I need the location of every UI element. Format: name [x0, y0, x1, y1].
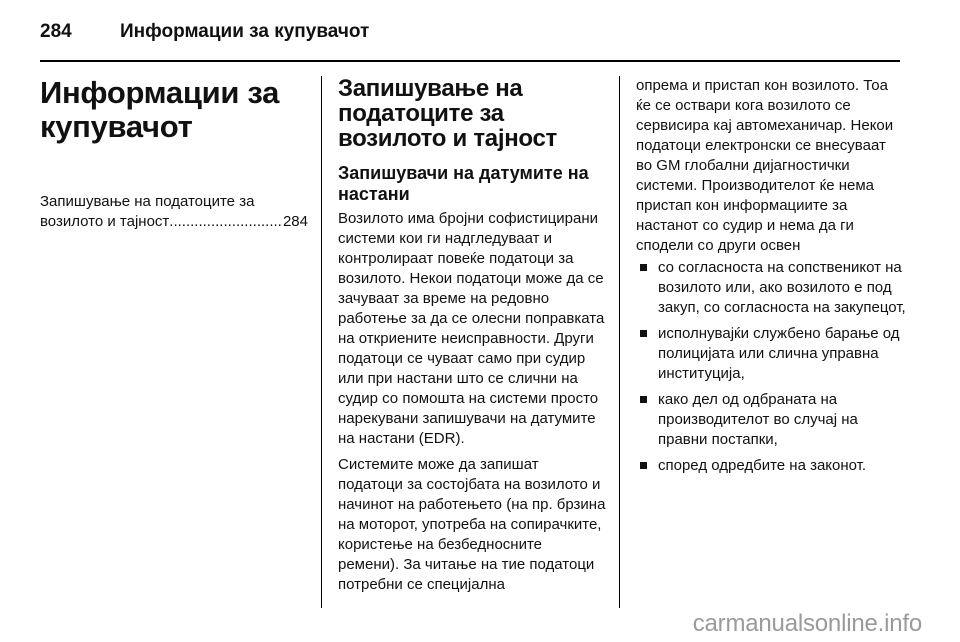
- list-item: [636, 456, 906, 476]
- column-divider-left: [321, 76, 322, 608]
- list-item-text: со согласноста на сопственикот на возилото или, ако возилото е под закуп, со согласноста на закупецот,: [658, 259, 906, 316]
- section-title: Запишување на податоците за возилото и тајност: [338, 75, 557, 152]
- list-item: [636, 390, 906, 450]
- toc-entry[interactable]: [40, 192, 308, 232]
- body-paragraph: Системите може да запишат податоци за состојбата на возилото и начинот на работењето (на пр. брзина на моторот, употреба на сопирачките, користење на безбедносните ремени). За читање на тие податоци потребни се специјална: [338, 456, 606, 593]
- list-item: [636, 258, 906, 318]
- bullet-list: [636, 258, 906, 476]
- toc-entry-label: возилото и тајност: [40, 213, 170, 230]
- header-title: Информации за купувачот: [120, 21, 370, 42]
- square-bullet-icon: [640, 462, 647, 469]
- toc-entry-line1: Запишување на податоците за: [40, 193, 255, 210]
- list-item-text: според одредбите на законот.: [658, 457, 867, 474]
- list-item: [636, 324, 906, 384]
- column-3: [636, 76, 906, 482]
- page-number: 284: [40, 21, 72, 42]
- toc-entry-line2: [40, 212, 308, 232]
- toc-leader-dots: [169, 212, 283, 232]
- body-paragraph: опрема и пристап кон возилото. Тоа ќе се оствари кога возилото се сервисира кај автомеханичар. Некои податоци електронски се внесуваат во GM глобални дијагностички системи. Производителот ќе нема пристап кон информациите за настанот со судир и нема да ги сподели со други освен: [636, 77, 894, 254]
- square-bullet-icon: [640, 330, 647, 337]
- column-1: [40, 76, 308, 232]
- watermark: carmanualsonline.info: [692, 610, 922, 637]
- list-item-text: како дел од одбраната на производителот во случај на правни постапки,: [658, 391, 858, 448]
- square-bullet-icon: [640, 264, 647, 271]
- column-2: [338, 76, 606, 601]
- list-item-text: исполнувајќи службено барање од полицијата или слична управна институција,: [658, 325, 900, 382]
- subsection-title: Запишувачи на датумите на настани: [338, 163, 589, 204]
- column-divider-right: [619, 76, 620, 608]
- chapter-title: Информации за купувачот: [40, 75, 280, 144]
- body-paragraph: Возилото има бројни софистицирани системи кои ги надгледуваат и контролираат повеќе податоци за возилото. Некои податоци може да се зачуваат за време на редовно работење за да се олесни поправката на откриените неисправности. Други податоци се чуваат само при судир или при настани што се слични на судир со помошта на системи просто нарекувани запишувачи на датумите на настани (EDR).: [338, 210, 605, 447]
- toc-entry-page: 284: [282, 213, 308, 230]
- square-bullet-icon: [640, 396, 647, 403]
- page-header: [40, 14, 900, 62]
